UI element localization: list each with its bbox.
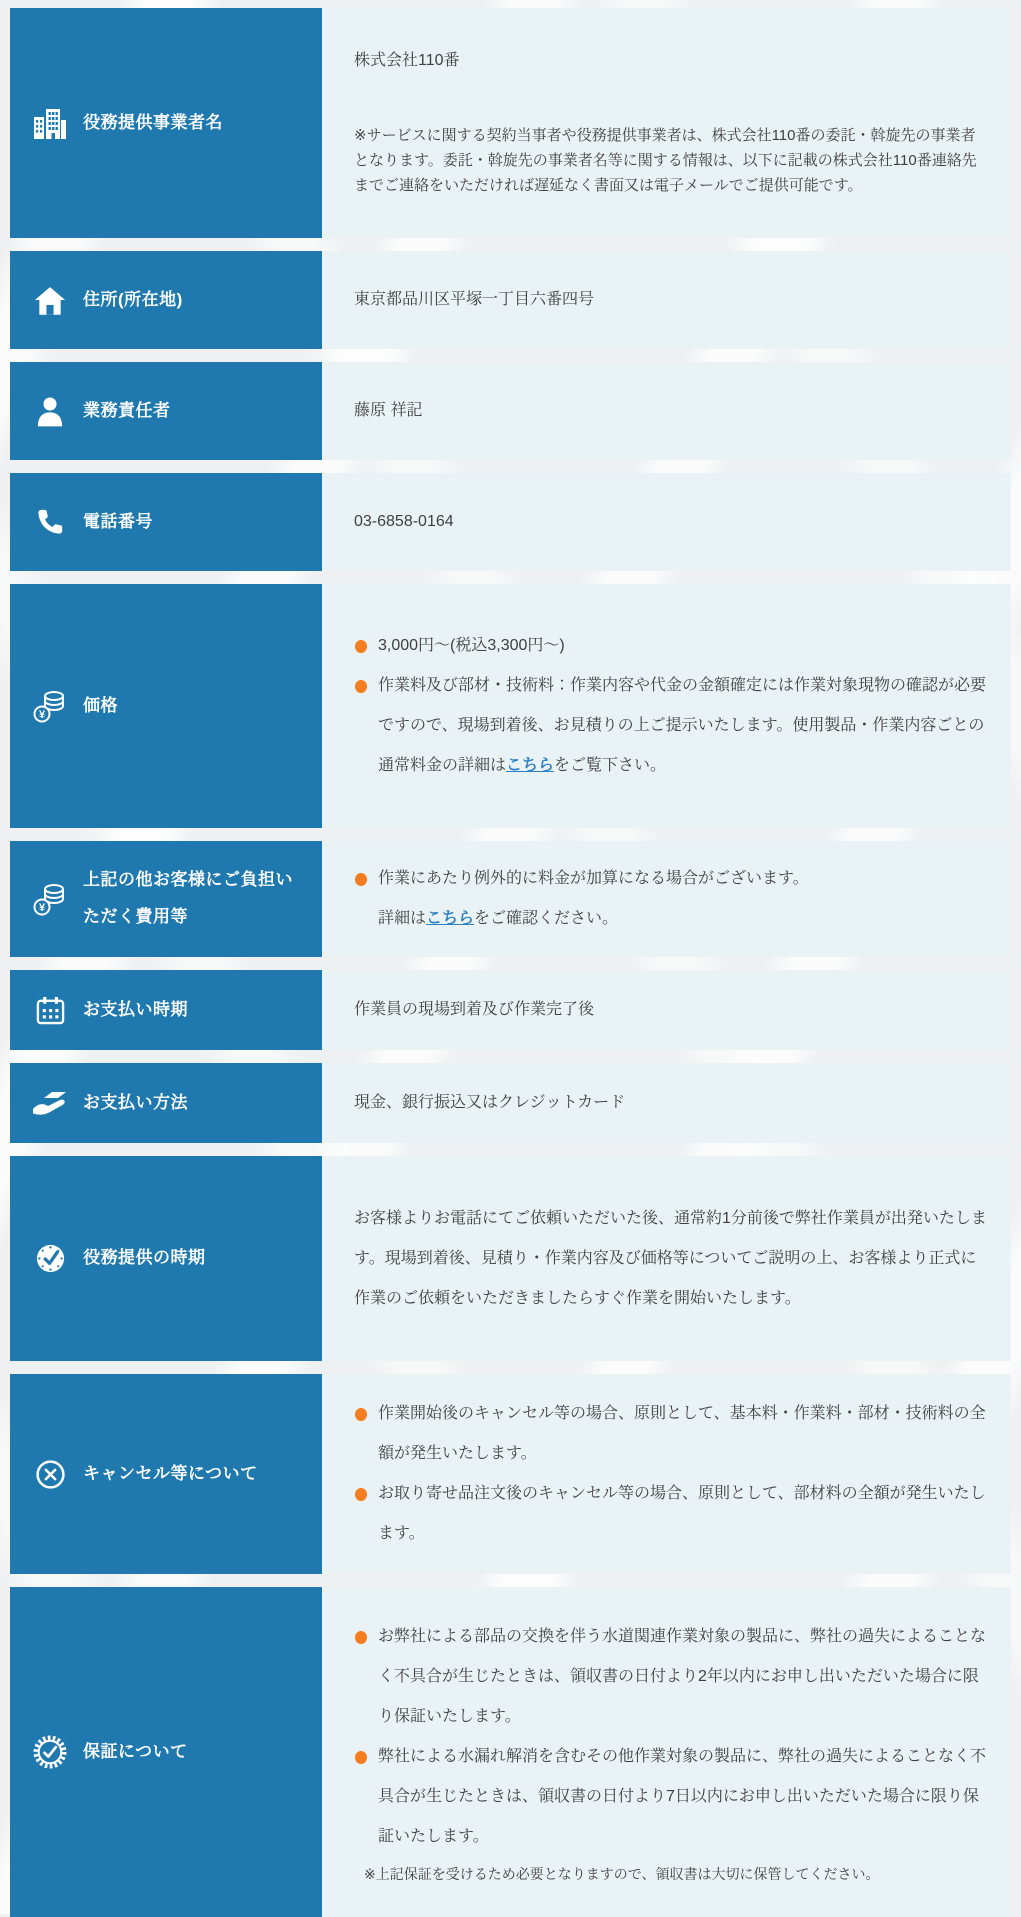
row-content: [322, 251, 1011, 349]
svg-text:¥: ¥: [38, 902, 46, 914]
row-header: [10, 1587, 322, 1917]
list-item: [354, 1617, 987, 1737]
warranty-note: ※上記保証を受けるため必要となりますので、領収書は大切に保管してください。: [364, 1866, 880, 1882]
table-row-phone: [10, 473, 1011, 571]
row-label: 役務提供の時期: [83, 1248, 206, 1268]
row-label: 上記の他お客様にご負担いただく費用等: [83, 870, 293, 926]
table-row-cancellation: [10, 1374, 1011, 1574]
list-item: [354, 1394, 987, 1474]
svg-text:¥: ¥: [38, 709, 46, 721]
row-header: [10, 1063, 322, 1143]
price-detail-text-end: をご覧下さい。: [554, 757, 667, 774]
table-row-payment-timing: [10, 970, 1011, 1050]
extra-fees-line1: 作業にあたり例外的に料金が加算になる場合がございます。: [378, 870, 809, 887]
row-content: [322, 584, 1011, 828]
extra-fees-line2: 詳細は: [378, 910, 427, 927]
bullet-list: [354, 1394, 987, 1554]
address-value: 東京都品川区平塚一丁目六番四号: [354, 291, 595, 309]
list-item: [354, 1474, 987, 1554]
clock-icon: [30, 1242, 70, 1275]
row-content: [322, 1156, 1011, 1361]
row-content: [322, 1587, 1011, 1917]
list-item: [354, 859, 987, 939]
row-content: [322, 1063, 1011, 1143]
price-base: 3,000円〜(税込3,300円〜): [378, 637, 565, 654]
row-content: [322, 970, 1011, 1050]
row-label: 価格: [83, 695, 118, 715]
row-label: 保証について: [83, 1741, 188, 1761]
row-label: キャンセル等について: [83, 1463, 258, 1483]
extra-fees-line2-end: をご確認ください。: [474, 910, 619, 927]
warranty-rule-2: 弊社による水漏れ解消を含むその他作業対象の製品に、弊社の過失によることなく不具合が生じたときは、領収書の日付より7日以内にお申し出いただいた場合に限り保証いたします。: [378, 1748, 987, 1845]
row-header: [10, 8, 322, 238]
table-row-service-timing: [10, 1156, 1011, 1361]
row-content: [322, 473, 1011, 571]
row-content: [322, 362, 1011, 460]
cancel-circle-icon: [30, 1458, 70, 1491]
table-row-address: [10, 251, 1011, 349]
phone-icon: [30, 507, 70, 537]
row-content: [322, 1374, 1011, 1574]
row-label: 役務提供事業者名: [83, 112, 223, 132]
home-icon: [30, 285, 70, 316]
extra-fees-details-link[interactable]: こちら: [426, 910, 475, 927]
payment-method-value: 現金、銀行振込又はクレジットカード: [354, 1094, 626, 1112]
row-content: [322, 8, 1011, 238]
list-item: [354, 1737, 987, 1857]
row-header: [10, 970, 322, 1050]
company-name: 株式会社110番: [354, 51, 460, 69]
service-timing-text: お客様よりお電話にてご依頼いただいた後、通常約1分前後で弊社作業員が出発いたします。現場到着後、見積り・作業内容及び価格等についてご説明の上、お客様より正式に作業のご依頼をいただきましたらすぐ作業を開始いたします。: [354, 1209, 987, 1307]
row-label: 電話番号: [83, 511, 153, 531]
warranty-rule-1: お弊社による部品の交換を伴う水道関連作業対象の製品に、弊社の過失によることなく不具合が生じたときは、領収書の日付より2年以内にお申し出いただいた場合に限り保証いたします。: [378, 1628, 987, 1725]
row-label: お支払い方法: [83, 1092, 188, 1112]
manager-value: 藤原 祥記: [354, 402, 423, 420]
list-item: [354, 626, 987, 666]
row-label: お支払い時期: [83, 999, 188, 1019]
yen-coins-icon: [30, 689, 70, 723]
price-details-link[interactable]: こちら: [506, 757, 555, 774]
table-row-warranty: [10, 1587, 1011, 1917]
table-row-provider: [10, 8, 1011, 238]
cancel-rule-2: お取り寄せ品注文後のキャンセル等の場合、原則として、部材料の全額が発生いたします。: [378, 1485, 986, 1542]
bullet-list: [354, 859, 987, 939]
calendar-icon: [30, 995, 70, 1026]
row-header: [10, 584, 322, 828]
row-content: [322, 841, 1011, 957]
cancel-rule-1: 作業開始後のキャンセル等の場合、原則として、基本料・作業料・部材・技術料の全額が発生いたします。: [378, 1405, 986, 1462]
row-label: 業務責任者: [83, 400, 171, 420]
phone-value: 03-6858-0164: [354, 513, 454, 531]
bullet-list: [354, 626, 987, 786]
row-header: [10, 473, 322, 571]
table-row-payment-method: [10, 1063, 1011, 1143]
payment-timing-value: 作業員の現場到着及び作業完了後: [354, 1001, 595, 1019]
guarantee-seal-icon: [30, 1734, 70, 1770]
table-row-extra-fees: [10, 841, 1011, 957]
yen-coins-icon: [30, 882, 70, 916]
payment-hand-icon: [30, 1089, 70, 1117]
table-row-manager: [10, 362, 1011, 460]
list-item: [354, 666, 987, 786]
row-header: [10, 251, 322, 349]
row-header: [10, 1156, 322, 1361]
table-row-price: [10, 584, 1011, 828]
row-label: 住所(所在地): [83, 289, 183, 309]
price-detail-text: 作業料及び部材・技術料：作業内容や代金の金額確定には作業対象現物の確認が必要ですので、現場到着後、お見積りの上ご提示いたします。使用製品・作業内容ごとの通常料金の詳細は: [378, 677, 987, 774]
row-header: [10, 841, 322, 957]
row-header: [10, 1374, 322, 1574]
building-icon: [30, 107, 70, 139]
provider-note: ※サービスに関する契約当事者や役務提供事業者は、株式会社110番の委託・斡旋先の事業者となります。委託・斡旋先の事業者名等に関する情報は、以下に記載の株式会社110番連絡先までご連絡をいただければ遅延なく書面又は電子メールでご提供可能です。: [354, 127, 977, 195]
bullet-list: [354, 1617, 987, 1857]
person-icon: [30, 396, 70, 427]
row-header: [10, 362, 322, 460]
